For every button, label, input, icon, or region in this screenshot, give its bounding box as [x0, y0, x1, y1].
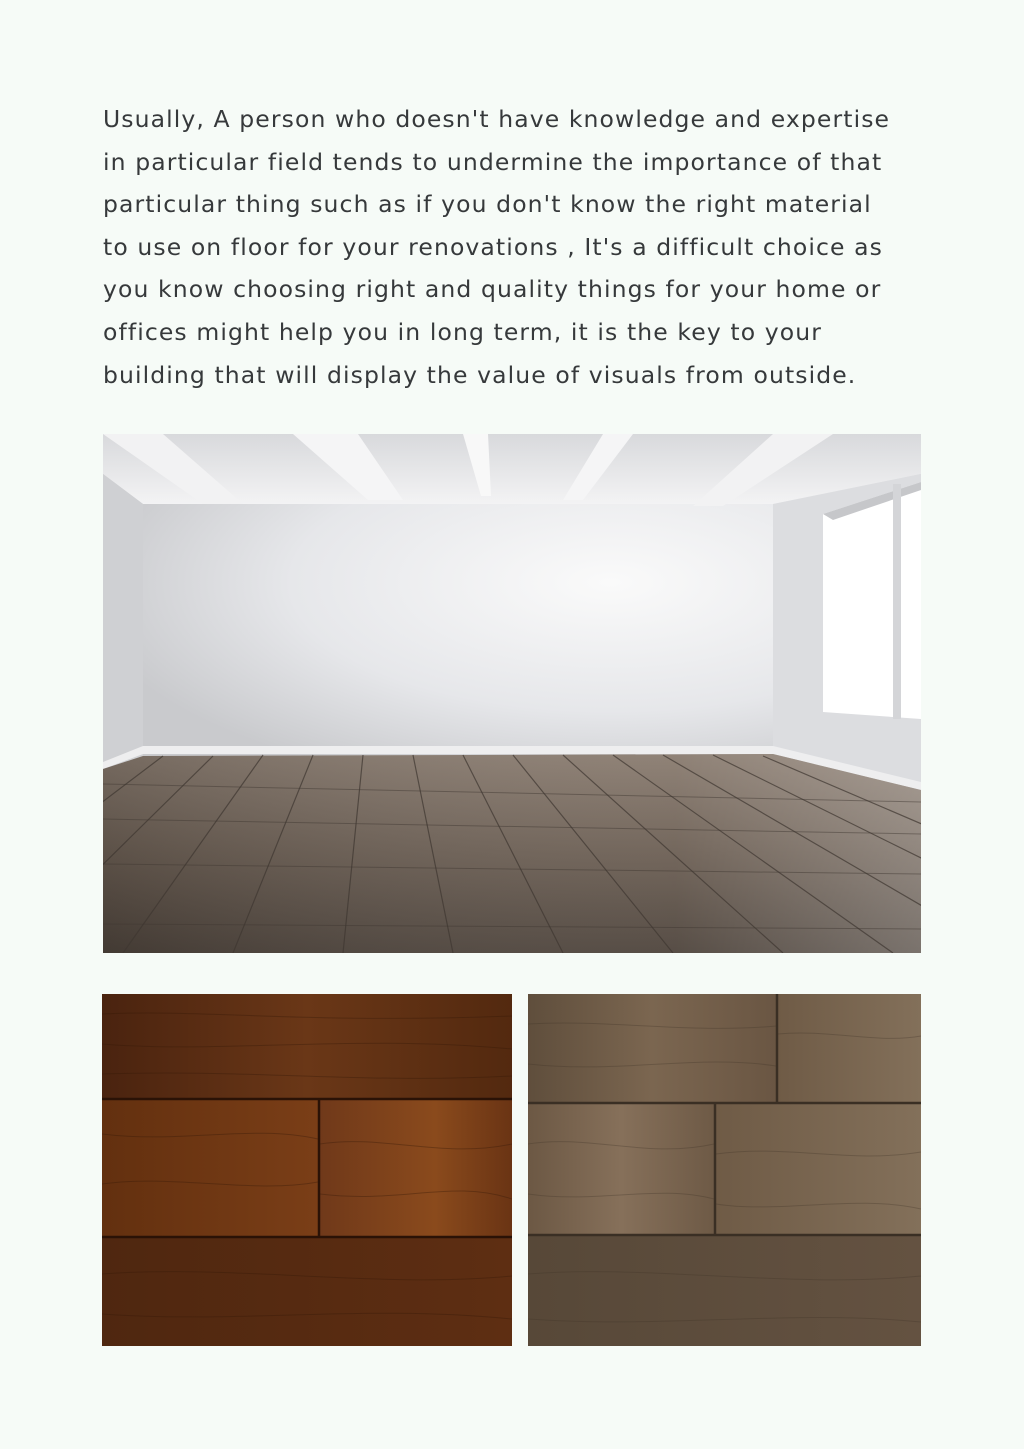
room-photo [103, 434, 921, 953]
grey-wood-swatch [528, 994, 921, 1346]
grey-wood-texture [528, 994, 921, 1346]
intro-paragraph: Usually, A person who doesn't have knowledge and expertise in particular field tends to undermine the importance of that particular thing such as if you don't know the right material to use on floor for your renovations , It's a difficult choice as you know choosing right and quality things for your home or offices might help you in long term, it is the key to your building that will display the value of visuals from outside. [103, 105, 891, 389]
dark-wood-texture [102, 994, 512, 1346]
room-illustration [103, 434, 921, 953]
dark-wood-swatch [102, 994, 512, 1346]
